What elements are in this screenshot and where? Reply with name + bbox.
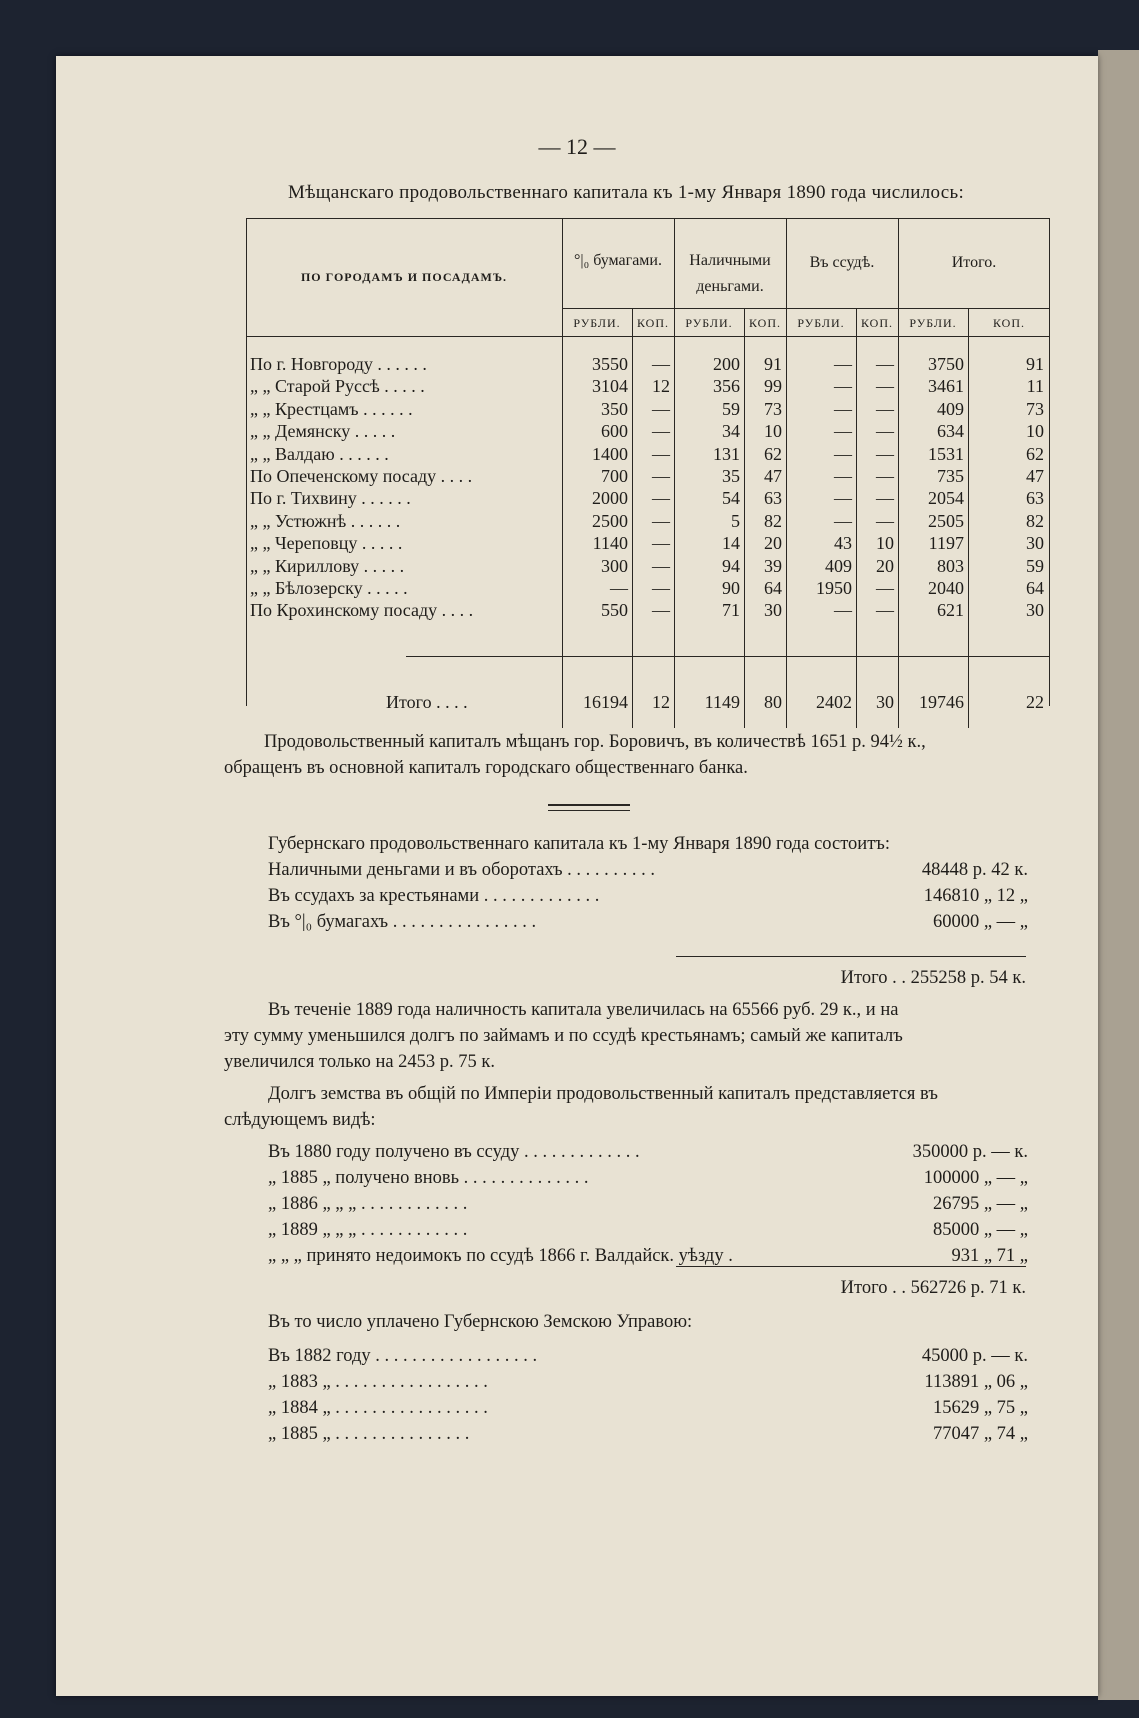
cell: 47	[1026, 466, 1044, 486]
list-item	[268, 1424, 1028, 1448]
cell: 12	[652, 692, 670, 712]
table-row	[246, 376, 1050, 398]
cell: 10	[764, 421, 782, 442]
cell: 64	[1026, 578, 1044, 598]
cell: 34	[722, 421, 740, 442]
total-row	[246, 692, 1050, 714]
cell: 59	[722, 398, 740, 419]
cell: 30	[1026, 600, 1044, 621]
cell: —	[834, 376, 852, 397]
cell: —	[652, 421, 670, 442]
item-value: 113891 „ 06 „	[924, 1372, 1028, 1392]
cell: —	[652, 443, 670, 464]
cell: —	[652, 488, 670, 509]
table-row	[246, 578, 1050, 600]
place-name: „ „ Кириллову . . . . .	[250, 555, 405, 576]
table-caption: Мѣщанскаго продовольственнаго капитала къ 1-му Января 1890 года числилось:	[288, 182, 965, 203]
cell: —	[876, 488, 894, 509]
cell: —	[876, 510, 894, 531]
list-item	[268, 1220, 1028, 1244]
place-name: „ „ Череповцу . . . . .	[250, 533, 403, 554]
place-name: „ „ Устюжнѣ . . . . . .	[250, 510, 401, 531]
place-name: По Крохинскому посаду . . . .	[250, 600, 474, 621]
item-label: „ 1886 „ „ „ . . . . . . . . . . . .	[268, 1194, 468, 1214]
table-row	[246, 600, 1050, 622]
cell: —	[652, 466, 670, 486]
cell: 300	[601, 555, 628, 576]
section-divider	[548, 804, 630, 811]
list-item	[268, 1398, 1028, 1422]
paid-header: Въ то число уплачено Губернскою Земскою Управою:	[268, 1312, 693, 1332]
cell: 82	[764, 510, 782, 531]
header-total: Итого.	[951, 254, 997, 271]
cell: 73	[1026, 398, 1044, 419]
cell: 1400	[592, 443, 628, 464]
sum-rule	[676, 956, 1026, 957]
item-value: 60000 „ — „	[932, 912, 1028, 932]
list-item	[268, 1346, 1028, 1370]
cell: —	[652, 354, 670, 374]
item-label: Въ °|₀ бумагахъ . . . . . . . . . . . . . . . .	[268, 912, 537, 932]
cell: —	[834, 354, 852, 374]
cell: 131	[713, 443, 740, 464]
header-securities: °|₀ бумагами.	[574, 252, 662, 269]
sub-rub: РУБЛИ.	[797, 316, 845, 330]
cell: 63	[764, 488, 782, 509]
cell: —	[834, 466, 852, 486]
cell: 19746	[919, 692, 964, 712]
cell: 550	[601, 600, 628, 621]
cell: 22	[1026, 692, 1044, 712]
cell: 2000	[592, 488, 628, 509]
cell: 63	[1026, 488, 1044, 509]
cell: 64	[764, 578, 782, 598]
sub-rub: РУБЛИ.	[909, 316, 957, 330]
cell: —	[876, 354, 894, 374]
cell: 91	[764, 354, 782, 374]
item-value: 146810 „ 12 „	[923, 886, 1028, 906]
cell: —	[876, 376, 894, 397]
table-row	[246, 421, 1050, 443]
header-loans: Въ ссудѣ.	[809, 254, 875, 271]
paragraph-line: обращенъ въ основной капиталъ городскаго общественнаго банка.	[224, 758, 748, 778]
cell: 80	[764, 692, 782, 712]
cell: —	[834, 398, 852, 419]
cell: 90	[722, 578, 740, 598]
cell: 2500	[592, 510, 628, 531]
cell: —	[876, 443, 894, 464]
table-row	[246, 444, 1050, 466]
place-name: „ „ Валдаю . . . . . .	[250, 443, 389, 464]
list-item	[268, 1194, 1028, 1218]
item-label: „ 1885 „ получено вновь . . . . . . . . . . . . . .	[268, 1168, 589, 1188]
cell: —	[876, 578, 894, 598]
cell: 3550	[592, 354, 628, 374]
sum-rule	[676, 1266, 1026, 1267]
place-name: „ „ Бѣлозерску . . . . .	[250, 578, 408, 598]
sub-rub: РУБЛИ.	[685, 316, 733, 330]
gub-total: Итого . . 255258 р. 54 к.	[840, 968, 1026, 988]
cell: —	[834, 443, 852, 464]
cell: —	[652, 555, 670, 576]
table-row	[246, 488, 1050, 510]
cell: 30	[1026, 533, 1044, 554]
cell: 634	[937, 421, 964, 442]
debt-total: Итого . . 562726 р. 71 к.	[840, 1278, 1026, 1298]
item-label: „ 1884 „ . . . . . . . . . . . . . . . . .	[268, 1398, 488, 1418]
list-item	[268, 886, 1028, 910]
item-label: Наличными деньгами и въ оборотахъ . . . . . . . . . .	[268, 860, 656, 880]
next-page-edge	[1098, 50, 1139, 1700]
cell: —	[610, 578, 628, 598]
gub-header: Губернскаго продовольственнаго капитала къ 1-му Января 1890 года состоитъ:	[268, 834, 890, 854]
place-name: По Опеченскому посаду . . . .	[250, 466, 473, 486]
total-label: Итого . . . .	[386, 692, 468, 712]
item-value: 48448 р. 42 к.	[921, 860, 1028, 880]
cell: 803	[937, 555, 964, 576]
table-row	[246, 511, 1050, 533]
paragraph-line: Продовольственный капиталъ мѣщанъ гор. Боровичъ, въ количествѣ 1651 р. 94½ к.,	[264, 732, 926, 752]
page-number: — 12 —	[538, 134, 616, 159]
cell: 35	[722, 466, 740, 486]
document-page	[56, 56, 1098, 1696]
cell: 3104	[592, 376, 628, 397]
list-item	[268, 1142, 1028, 1166]
cell: 1197	[928, 533, 964, 554]
cell: 54	[722, 488, 740, 509]
cell: 82	[1026, 510, 1044, 531]
cell: 91	[1026, 354, 1044, 374]
cell: —	[876, 600, 894, 621]
place-name: „ „ Старой Руссѣ . . . . .	[250, 376, 425, 397]
place-name: По г. Тихвину . . . . . .	[250, 488, 411, 509]
cell: 99	[764, 376, 782, 397]
cell: 12	[652, 376, 670, 397]
cell: 409	[937, 398, 964, 419]
place-name: „ „ Крестцамъ . . . . . .	[250, 398, 413, 419]
cell: —	[834, 510, 852, 531]
cell: 1531	[928, 443, 964, 464]
cell: 10	[1026, 421, 1044, 442]
item-value: 77047 „ 74 „	[932, 1424, 1028, 1444]
item-value: 26795 „ — „	[932, 1194, 1028, 1214]
item-value: 45000 р. — к.	[921, 1346, 1028, 1366]
item-label: Въ 1880 году получено въ ссуду . . . . . . . . . . . . .	[268, 1142, 640, 1162]
cell: 20	[764, 533, 782, 554]
header-cash: Наличными деньгами.	[689, 252, 771, 295]
cell: 1140	[592, 533, 628, 554]
cell: 3750	[928, 354, 964, 374]
paragraph-line: эту сумму уменьшился долгъ по займамъ и по ссудѣ крестьянамъ; самый же капиталъ	[224, 1026, 903, 1046]
item-value: 931 „ 71 „	[951, 1246, 1028, 1266]
cell: 73	[764, 398, 782, 419]
cell: 409	[825, 555, 852, 576]
capital-table	[246, 218, 1050, 728]
cell: 356	[713, 376, 740, 397]
list-item	[268, 1372, 1028, 1396]
item-value: 85000 „ — „	[932, 1220, 1028, 1240]
cell: —	[652, 600, 670, 621]
cell: 1149	[704, 692, 740, 712]
cell: 30	[876, 692, 894, 712]
item-label: „ 1883 „ . . . . . . . . . . . . . . . . .	[268, 1372, 488, 1392]
paragraph-line: увеличился только на 2453 р. 75 к.	[224, 1052, 496, 1072]
place-name: По г. Новгороду . . . . . .	[250, 354, 427, 374]
sub-kop: КОП.	[748, 316, 782, 330]
cell: 350	[601, 398, 628, 419]
sub-rub: РУБЛИ.	[573, 316, 621, 330]
cell: 43	[834, 533, 852, 554]
cell: —	[876, 421, 894, 442]
table-row	[246, 354, 1050, 376]
table-row	[246, 466, 1050, 488]
cell: —	[876, 466, 894, 486]
table-row	[246, 556, 1050, 578]
cell: —	[652, 578, 670, 598]
cell: 2505	[928, 510, 964, 531]
sub-kop: КОП.	[636, 316, 670, 330]
row-header: ПО ГОРОДАМЪ И ПОСАДАМЪ.	[300, 270, 508, 284]
list-item	[268, 860, 1028, 884]
cell: 62	[1026, 443, 1044, 464]
cell: 5	[731, 510, 740, 531]
item-label: „ 1885 „ . . . . . . . . . . . . . . .	[268, 1424, 470, 1444]
sub-kop: КОП.	[860, 316, 894, 330]
table-row	[246, 399, 1050, 421]
cell: 2402	[816, 692, 852, 712]
item-value: 100000 „ — „	[923, 1168, 1028, 1188]
cell: —	[834, 421, 852, 442]
cell: 2040	[928, 578, 964, 598]
cell: 2054	[928, 488, 964, 509]
cell: —	[834, 488, 852, 509]
cell: 600	[601, 421, 628, 442]
item-value: 350000 р. — к.	[912, 1142, 1028, 1162]
cell: 200	[713, 354, 740, 374]
cell: 47	[764, 466, 782, 486]
cell: —	[652, 533, 670, 554]
cell: —	[834, 600, 852, 621]
cell: 10	[876, 533, 894, 554]
cell: —	[652, 398, 670, 419]
list-item	[268, 912, 1028, 936]
cell: 94	[722, 555, 740, 576]
sub-kop: КОП.	[992, 316, 1026, 330]
cell: 3461	[928, 376, 964, 397]
cell: 16194	[583, 692, 628, 712]
cell: 700	[601, 466, 628, 486]
cell: 14	[722, 533, 740, 554]
item-label: „ „ „ принято недоимокъ по ссудѣ 1866 г. Валдайск. уѣзду .	[268, 1246, 733, 1266]
item-label: Въ ссудахъ за крестьянами . . . . . . . . . . . . .	[268, 886, 600, 906]
cell: 1950	[816, 578, 852, 598]
cell: —	[652, 510, 670, 531]
table-row	[246, 533, 1050, 555]
cell: 30	[764, 600, 782, 621]
cell: 735	[937, 466, 964, 486]
item-label: Въ 1882 году . . . . . . . . . . . . . . . . . .	[268, 1346, 538, 1366]
cell: 621	[937, 600, 964, 621]
item-label: „ 1889 „ „ „ . . . . . . . . . . . .	[268, 1220, 468, 1240]
item-value: 15629 „ 75 „	[932, 1398, 1028, 1418]
cell: 62	[764, 443, 782, 464]
cell: 59	[1026, 555, 1044, 576]
cell: —	[876, 398, 894, 419]
paragraph-line: слѣдующемъ видѣ:	[224, 1110, 376, 1130]
place-name: „ „ Демянску . . . . .	[250, 421, 396, 442]
list-item	[268, 1168, 1028, 1192]
cell: 20	[876, 555, 894, 576]
paragraph-line: Въ теченіе 1889 года наличность капитала увеличилась на 65566 руб. 29 к., и на	[268, 1000, 899, 1020]
paragraph-line: Долгъ земства въ общій по Имперіи продовольственный капиталъ представляется въ	[268, 1084, 938, 1104]
cell: 39	[764, 555, 782, 576]
cell: 71	[722, 600, 740, 621]
cell: 11	[1026, 376, 1044, 397]
